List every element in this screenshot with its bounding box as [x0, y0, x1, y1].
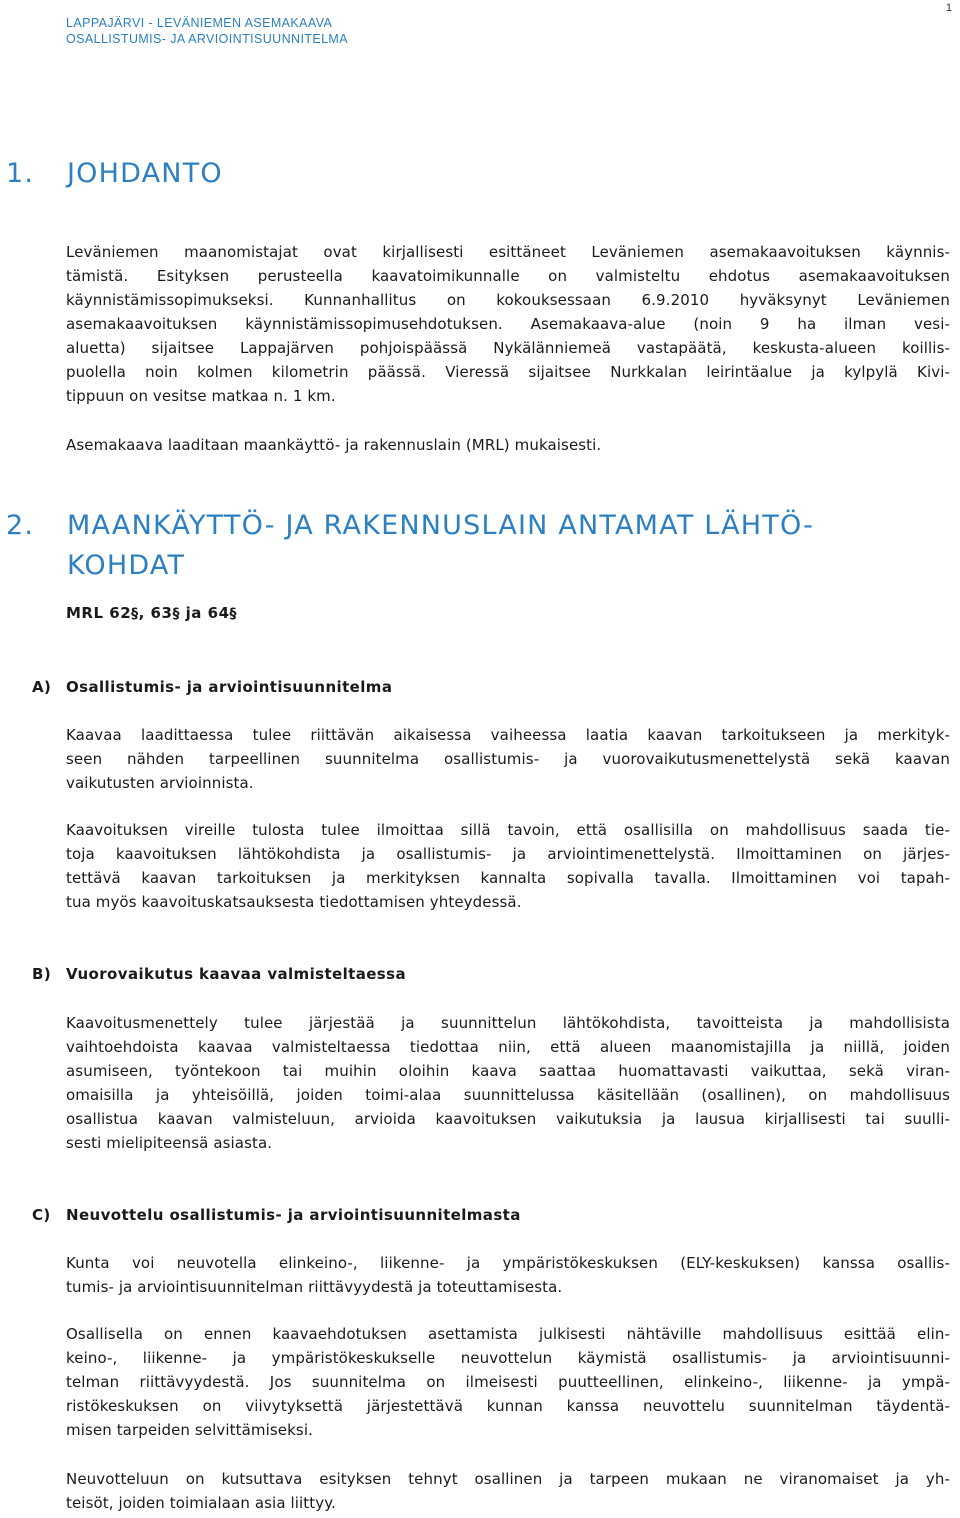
text-line: aluetta) sijaitsee Lappajärven pohjoispäässä Nykälänniemeä vastapäätä, keskusta-alueen koillis-	[66, 339, 950, 357]
text-line: tippuun on vesitse matkaa n. 1 km.	[66, 387, 336, 405]
section-1-paragraph-1	[66, 240, 950, 408]
text-line: Neuvotteluun on kutsuttava esityksen tehnyt osallinen ja tarpeen mukaan ne viranomaiset ja yh-	[66, 1470, 950, 1488]
text-line: tumis- ja arviointisuunnitelman riittävyydestä ja toteuttamisesta.	[66, 1278, 563, 1296]
section-2-number: 2.	[6, 510, 35, 541]
text-line: osallistua kaavan valmisteluun, arvioida kaavoituksen vaikutuksia ja lausua kirjallisesti tai suulli-	[66, 1110, 950, 1128]
text-line: vaikutusten arvioinnista.	[66, 774, 254, 792]
text-line: Kunta voi neuvotella elinkeino-, liikenne- ja ympäristökeskuksen (ELY-keskuksen) kanssa osallis-	[66, 1254, 950, 1272]
subsection-c-letter: C)	[32, 1206, 51, 1224]
text-line: omaisilla ja yhteisöillä, joiden toimi-alaa suunnittelussa käsitellään (osallinen), on mahdollisuus	[66, 1086, 950, 1104]
text-line: telman riittävyydestä. Jos suunnitelma on ilmeisesti puutteellinen, elinkeino-, liikenne- ja ympä-	[66, 1373, 950, 1391]
subsection-c-paragraph-2	[66, 1322, 950, 1442]
mrl-ref-62: MRL 62	[66, 604, 132, 622]
text-line: käynnistämissopimukseksi. Kunnanhallitus on kokouksessaan 6.9.2010 hyväksynyt Leväniemen	[66, 291, 950, 309]
subsection-a-letter: A)	[32, 678, 52, 696]
text-line: tettävä kaavan tarkoituksen ja merkityksen kannalta sopivalla tavalla. Ilmoittaminen voi tapah-	[66, 869, 950, 887]
running-header	[66, 15, 348, 47]
text-line: tua myös kaavoituskatsauksesta tiedottamisen yhteydessä.	[66, 893, 522, 911]
section-2-title-line-1: MAANKÄYTTÖ- JA RAKENNUSLAIN ANTAMAT LÄHTÖ-	[67, 510, 815, 541]
section-1-paragraph-2	[66, 433, 950, 457]
section-1-heading	[6, 156, 223, 192]
text-line: vaihtoehdoista kaavaa valmisteltaessa tiedottaa niin, että alueen maanomistajilla ja niillä, joiden	[66, 1038, 950, 1056]
text-line: Kaavoituksen vireille tulosta tulee ilmoittaa sillä tavoin, että osallisilla on mahdollisuus saada tie-	[66, 821, 950, 839]
subsection-a-paragraph-1	[66, 723, 950, 795]
text-line: Asemakaava laaditaan maankäyttö- ja rakennuslain (MRL) mukaisesti.	[66, 436, 602, 454]
text-line: tämistä. Esityksen perusteella kaavatoimikunnalle on valmisteltu ehdotus asemakaavoituksen	[66, 267, 950, 285]
section-2-title-line-2: KOHDAT	[67, 550, 186, 581]
text-line: Osallisella on ennen kaavaehdotuksen asettamista julkisesti nähtäville mahdollisuus esittää elin-	[66, 1325, 950, 1343]
mrl-ref-63: , 63	[138, 604, 173, 622]
section-sign: §	[229, 606, 238, 622]
header-line-1: LAPPAJÄRVI - LEVÄNIEMEN ASEMAKAAVA	[66, 16, 333, 30]
subsection-c-paragraph-3	[66, 1467, 950, 1515]
text-line: Kaavoitusmenettely tulee järjestää ja suunnittelun lähtökohdista, tavoitteista ja mahdollisista	[66, 1014, 950, 1032]
text-line: asemakaavoituksen käynnistämissopimusehdotuksen. Asemakaava-alue (noin 9 ha ilman vesi-	[66, 315, 950, 333]
text-line: asumiseen, työntekoon tai muihin oloihin kaava saattaa huomattavasti vaikuttaa, sekä viran-	[66, 1062, 950, 1080]
text-line: seen nähden tarpeellinen suunnitelma osallistumis- ja vuorovaikutusmenettelystä sekä kaavan	[66, 750, 950, 768]
mrl-ref-64: ja 64	[179, 604, 230, 622]
text-line: misen tarpeiden selvittämiseksi.	[66, 1421, 313, 1439]
text-line: Leväniemen maanomistajat ovat kirjallisesti esittäneet Leväniemen asemakaavoituksen käynnis-	[66, 243, 950, 261]
text-line: Kaavaa laadittaessa tulee riittävän aikaisessa vaiheessa laatia kaavan tarkoitukseen ja merkityk-	[66, 726, 950, 744]
text-line: puolella noin kolmen kilometrin päässä. Vieressä sijaitsee Nurkkalan leirintäalue ja kylpylä Kivi-	[66, 363, 950, 381]
subsection-c-title: Neuvottelu osallistumis- ja arviointisuunnitelmasta	[66, 1206, 521, 1224]
section-sign: §	[172, 606, 180, 622]
mrl-reference	[66, 601, 237, 626]
text-line: keino-, liikenne- ja ympäristökeskukselle neuvottelun käymistä osallistumis- ja arviointisuunni-	[66, 1349, 950, 1367]
subsection-b-paragraph-1	[66, 1011, 950, 1155]
section-1-number: 1.	[6, 158, 35, 189]
section-1-title: JOHDANTO	[67, 158, 223, 189]
subsection-c-heading	[32, 1203, 521, 1227]
subsection-b-letter: B)	[32, 965, 52, 983]
text-line: sesti mielipiteensä asiasta.	[66, 1134, 273, 1152]
subsection-b-title: Vuorovaikutus kaavaa valmisteltaessa	[66, 965, 406, 983]
subsection-a-title: Osallistumis- ja arviointisuunnitelma	[66, 678, 393, 696]
subsection-c-paragraph-1	[66, 1251, 950, 1299]
header-line-2: OSALLISTUMIS- JA ARVIOINTISUUNNITELMA	[66, 32, 348, 46]
page-number: 1	[945, 2, 952, 14]
section-2-heading	[6, 506, 814, 586]
subsection-a-paragraph-2	[66, 818, 950, 914]
section-sign: §	[131, 606, 139, 622]
text-line: teisöt, joiden toimialaan asia liittyy.	[66, 1494, 336, 1512]
text-line: ristökeskuksen on viivytyksettä järjestettävä kunnan kanssa neuvottelu suunnitelman täydentä-	[66, 1397, 950, 1415]
text-line: toja kaavoituksen lähtökohdista ja osallistumis- ja arviointimenettelystä. Ilmoittaminen on järjes-	[66, 845, 950, 863]
subsection-a-heading	[32, 675, 393, 699]
subsection-b-heading	[32, 962, 406, 986]
